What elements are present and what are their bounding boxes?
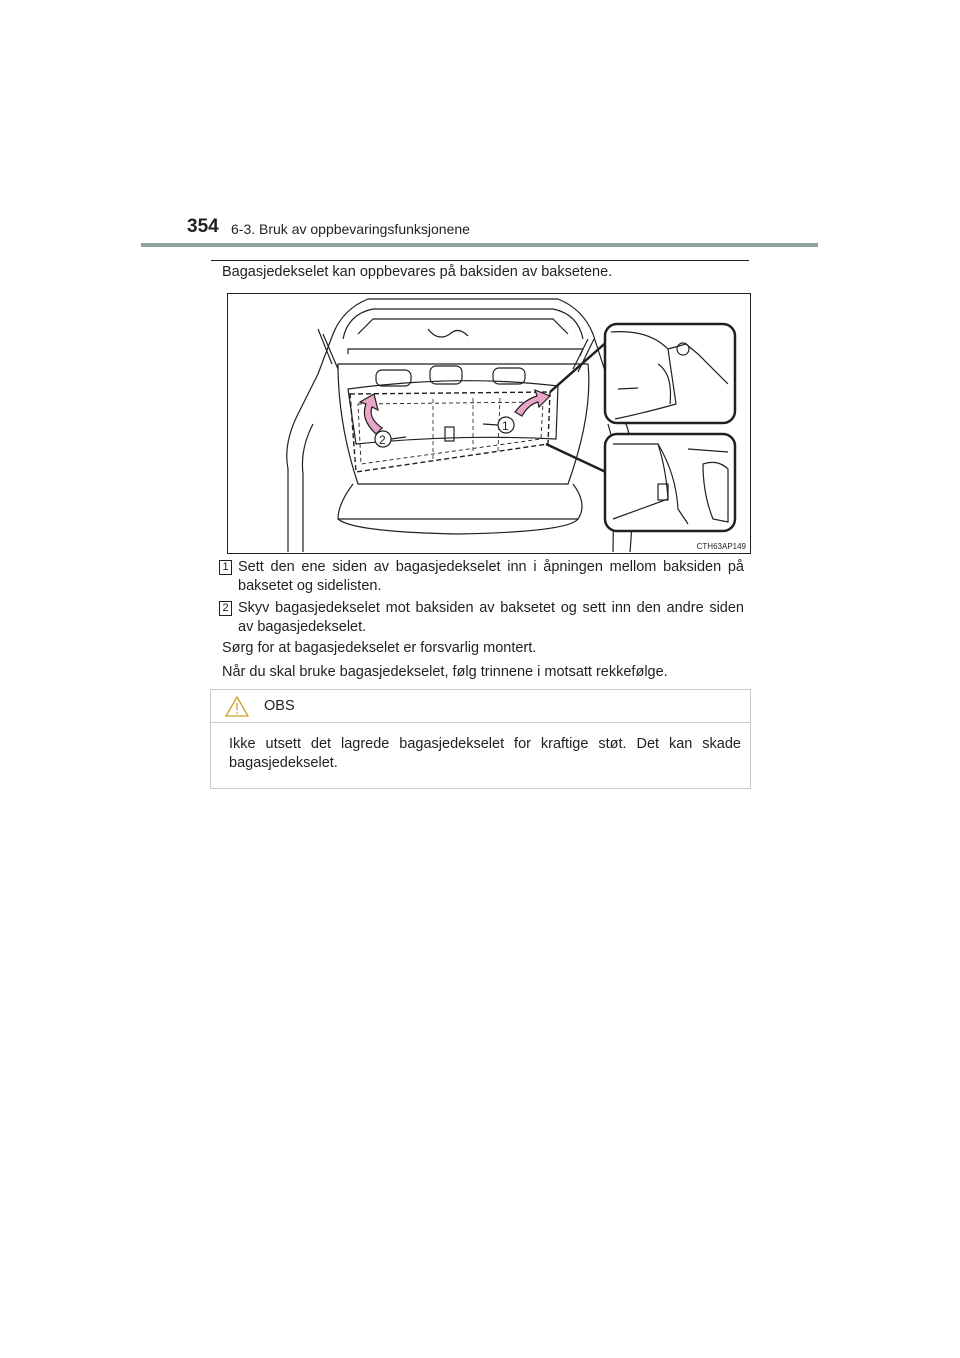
intro-text: Bagasjedekselet kan oppbevares på baksiden av baksetene. [222, 264, 613, 280]
section-title: 6-3. Bruk av oppbevaringsfunksjonene [231, 221, 470, 237]
caution-text: Ikke utsett det lagrede bagasjedekselet for kraftige støt. Det kan skade bagasjedekselet. [229, 736, 741, 771]
step-1 [219, 558, 744, 596]
note-secure: Sørg for at bagasjedekselet er forsvarlig montert. [222, 640, 537, 656]
caution-header [211, 690, 750, 723]
callout-1-label: 1 [502, 419, 509, 433]
note-reverse: Når du skal bruke bagasjedekselet, følg trinnene i motsatt rekkefølge. [222, 664, 668, 680]
step-number: 1 [219, 560, 232, 575]
caution-box [210, 689, 751, 789]
cargo-cover-illustration [227, 293, 751, 554]
callout-2-label: 2 [379, 433, 386, 447]
caution-label: OBS [264, 698, 295, 714]
step-number: 2 [219, 601, 232, 616]
step-text: Sett den ene siden av bagasjedekselet inn i åpningen mellom baksiden på baksetet og sidelisten. [238, 559, 744, 594]
figure-code: CTH63AP149 [696, 542, 746, 551]
step-2 [219, 599, 744, 637]
intro-divider [211, 260, 749, 261]
header-rule [141, 243, 818, 247]
step-text: Skyv bagasjedekselet mot baksiden av baksetet og sett inn den andre siden av bagasjedekselet. [238, 600, 744, 635]
warning-triangle-icon [225, 696, 249, 722]
page-number: 354 [187, 216, 219, 237]
